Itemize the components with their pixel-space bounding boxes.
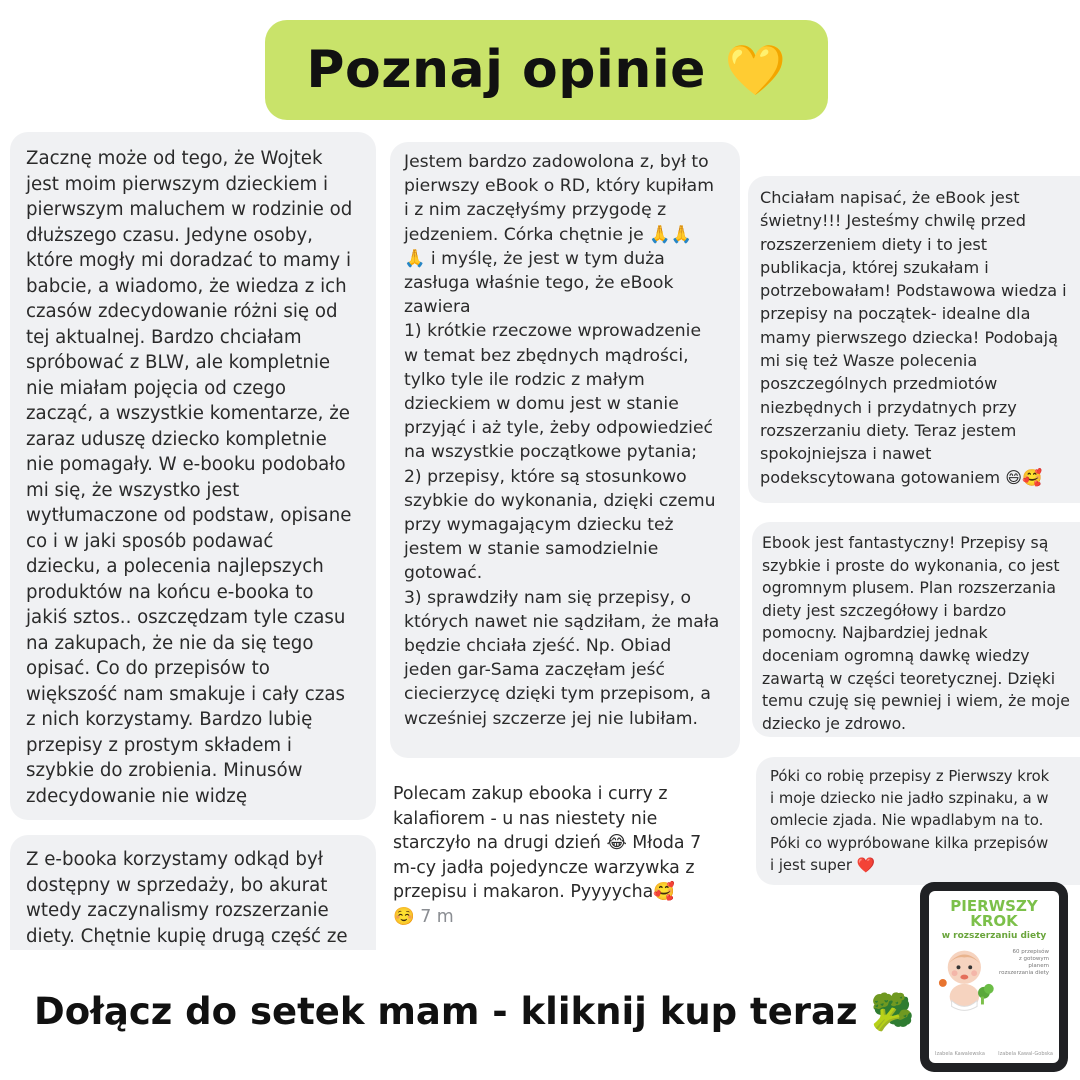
comment-time: 7 m (420, 906, 454, 927)
review-bubble-2 (10, 835, 376, 950)
cover-note: 60 przepisów z gotowym planem rozszerzania diety (999, 949, 1049, 976)
title-pill (265, 20, 828, 120)
review-bubble-5 (748, 176, 1080, 503)
cover-subtitle: w rozszerzaniu diety (941, 931, 1047, 941)
review-text-2: Z e-booka korzystamy odkąd był dostępny w sprzedaży, bo akurat wtedy zaczynalismy rozszerzanie diety. Chętnie kupię drugą część ze (26, 849, 348, 947)
review-text-7: Póki co robię przepisy z Pierwszy krok i moje dziecko nie jadło szpinaku, a w omlecie zjada. Nie wpadlabym na to. Póki co wypróbowane kilka przepisów i jest super ❤️ (770, 768, 1050, 874)
review-bubble-7 (756, 757, 1080, 885)
review-text-6: Ebook jest fantastyczny! Przepisy są szybkie i proste do wykonania, co jest ogromnym plusem. Plan rozszerzania diety jest szczegółowy i bardzo pomocny. Najbardziej jednak doceniam ogromną dawkę wiedzy zawartą w części teoretycznej. Dzięki temu czuję się pewniej i wiem, że moje dziecko je zdrowo. (762, 533, 1070, 733)
review-bubble-1 (10, 132, 376, 820)
review-text-5: Chciałam napisać, że eBook jest świetny!!! Jesteśmy chwilę przed rozszerzeniem diety i to jest publikacja, której szukałam i potrzebowałam! Podstawowa wiedza i przepisy na początek- idealne dla mamy pierwszego dziecka! Podobają mi się też Wasze polecenia poszczególnych przedmiotów niezbędnych i przydatnych przy rozszerzaniu diety. Teraz jestem spokojniejsza i nawet podekscytowana gotowaniem 😄🥰 (760, 188, 1067, 487)
cover-author-right: Izabela Kawal-Gobska (998, 1051, 1053, 1057)
ebook-tablet (920, 882, 1068, 1072)
page-title: Poznaj opinie 💛 (306, 40, 787, 100)
review-text-1: Zacznę może od tego, że Wojtek jest moim pierwszym dzieckiem i pierwszym maluchem w rodzinie od dłuższego czasu. Jedyne osoby, które mogły mi doradzać to mamy i babcie, a wiadomo, że wiedza z ich czasów zdecydowanie różni się od tej aktualnej. Bardzo chciałam spróbować z BLW, ale kompletnie nie miałam pojęcia od czego zacząć, a wszystkie komentarze, że zaraz uduszę dziecko kompletnie nie pomagały. W e-booku podobało mi się, że wszystko jest wytłumaczone od podstaw, opisane co i w jaki sposób podawać dziecku, a polecenia najlepszych produktów na końcu e-booka to jakiś sztos.. oszczędzam tyle czasu na zakupach, że nie da się tego opisać. Co do przepisów to większość nam smakuje i cały czas z nich korzystamy. Bardzo lubię przepisy z prostym składem i szybkie do zrobienia. Minusów zdecydowanie nie widzę (26, 148, 353, 807)
cover-title-line1: PIERWSZY (950, 897, 1038, 915)
review-bubble-6 (752, 522, 1080, 737)
yellow-heart-icon: 💛 (724, 41, 787, 99)
review-bubble-3 (390, 142, 740, 758)
cover-title-line2: KROK (970, 912, 1018, 930)
broccoli-icon: 🥦 (870, 992, 915, 1033)
call-to-action: Dołącz do setek mam - kliknij kup teraz 🥦 (34, 990, 915, 1033)
ebook-cover (929, 891, 1059, 1063)
review-bubble-4 (385, 780, 740, 935)
cover-author-left: Izabela Kawalewska (935, 1051, 985, 1057)
baby-icon (935, 945, 998, 1015)
review-text-3: Jestem bardzo zadowolona z, był to pierwszy eBook o RD, który kupiłam i z nim zaczęłyśmy przygodę z jedzeniem. Córka chętnie je 🙏🙏 🙏 i myślę, że jest w tym duża zasługa właśnie tego, że eBook zawiera 1) krótkie rzeczowe wprowadzenie w temat bez zbędnych mądrości, tylko tyle ile rodzic z małym dzieckiem w domu jest w stanie przyjąć i aż tyle, żeby odpowiedzieć na wszystkie początkowe pytania; 2) przepisy, które są stosunkowo szybkie do wykonania, dzięki czemu przy wymagającym dziecku też jestem w stanie samodzielnie gotować. 3) sprawdziły nam się przepisy, o których nawet nie sądziłam, że mała będzie chciała zjeść. Np. Obiad jeden gar-Sama zaczęłam jeść ciecierzycę dzięki tym przepisom, a wcześniej szczerze jej nie lubiłam. (404, 152, 720, 729)
review-text-4: Polecam zakup ebooka i curry z kalafiorem - u nas niestety nie starczyło na drugi dzień 😂 Młoda 7 m-cy jadła pojedyncze warzywka z przepisu i makaron. Pyyyycha🥰 ☺️ 7 m (393, 784, 702, 927)
